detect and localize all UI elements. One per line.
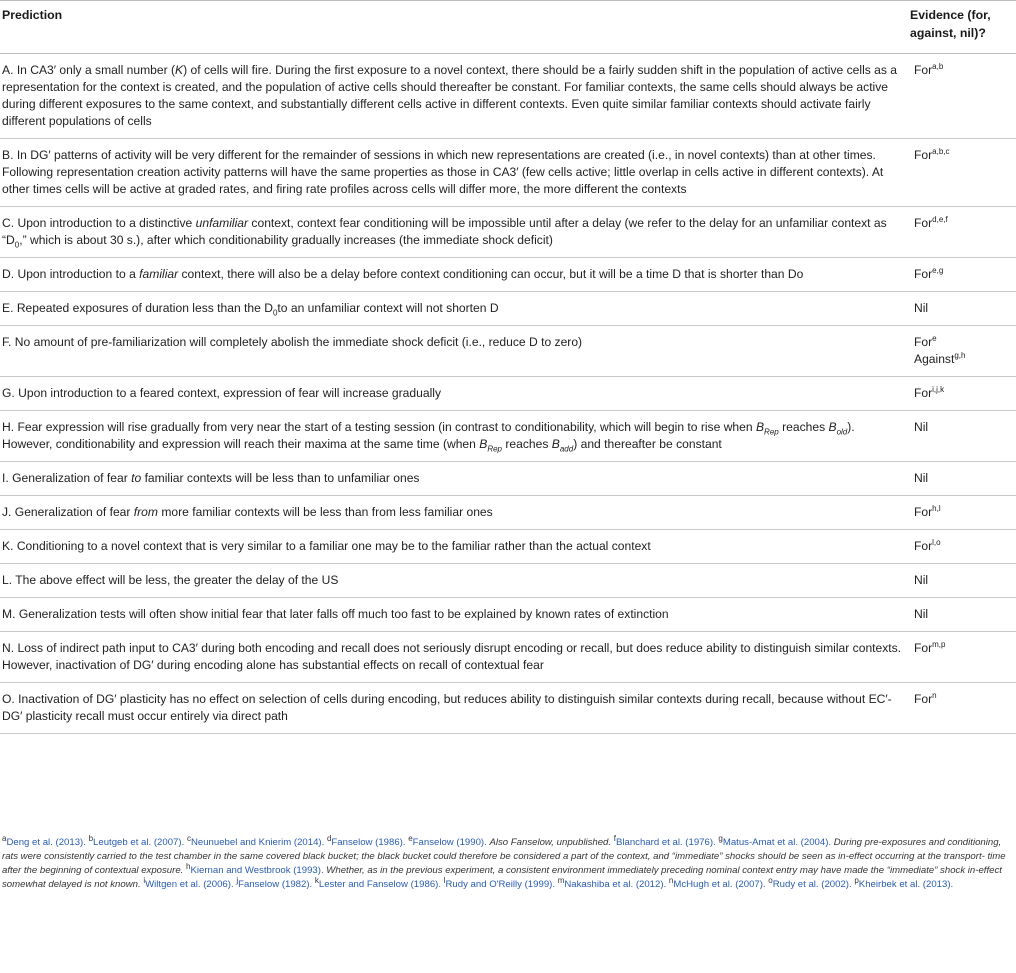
prediction-text: ) of cells will fire. During the first exposure to a novel context, there should be a fairly sudden shift in the population of active cells as a representation for the context is created, and the population of active cells should thereafter be constant. For familiar contexts, the same cells should always be active during different exposures to the same context, and substantially different cells active in different contexts. Even quite similar familiar contexts should activate fairly different populations of cells xyxy=(2,63,898,128)
prediction-text: Upon introduction to a xyxy=(17,267,140,281)
row-label: L. xyxy=(2,573,13,587)
prediction-text: familiar contexts will be less than to unfamiliar ones xyxy=(141,471,420,485)
prediction-text: In CA3′ only a small number ( xyxy=(16,63,176,77)
evidence-refs: n xyxy=(932,690,937,700)
prediction-cell xyxy=(0,598,908,632)
prediction-italic: familiar xyxy=(139,267,179,281)
citation-link[interactable]: Fanselow (1982). xyxy=(238,879,313,890)
citation-link[interactable]: McHugh et al. (2007). xyxy=(673,879,766,890)
row-label: B. xyxy=(2,148,14,162)
prediction-cell xyxy=(0,207,908,258)
prediction-italic: from xyxy=(133,505,158,519)
evidence-value: For xyxy=(914,539,933,553)
prediction-cell xyxy=(0,377,908,411)
footnote-mark: f xyxy=(613,833,616,843)
prediction-text: Generalization of fear xyxy=(12,471,132,485)
citation-link[interactable]: Matus-Amat et al. (2004). xyxy=(722,837,832,848)
citation-link[interactable]: Leutgeb et al. (2007). xyxy=(93,837,185,848)
row-label: O. xyxy=(2,692,15,706)
evidence-value: For xyxy=(914,505,933,519)
table-row-i xyxy=(0,462,1016,496)
row-label: N. xyxy=(2,641,15,655)
prediction-text: ) and thereafter be constant xyxy=(573,437,722,451)
row-label: A. xyxy=(2,63,14,77)
footnote-note: Whether, as in the previous experiment, a consistent environment immediately preceding nominal context entry may have made the “immediate” shock in-effect somewhat delayed is not known. xyxy=(2,865,1002,890)
evidence-refs: a,b xyxy=(932,61,944,71)
prediction-cell xyxy=(0,54,908,139)
evidence-cell xyxy=(908,326,1016,377)
subscript: Rep xyxy=(764,427,779,437)
prediction-text: In DG′ patterns of activity will be very different for the remainder of sessions in which new representations are created (i.e., in novel contexts) than at other times. Following representation creation activity patterns will have the same properties as those in CA3′ (few cells active; little overlap in cells active in different contexts). At other times cells will be active at graded rates, and firing rate profiles across cells will differ more, the more different the contexts xyxy=(2,148,884,196)
evidence-value: For xyxy=(914,641,933,655)
evidence-value: For xyxy=(914,335,933,349)
prediction-text: No amount of pre-familiarization will completely abolish the immediate shock deficit (i.e., reduce D to zero) xyxy=(14,335,583,349)
evidence-value: Nil xyxy=(914,420,929,434)
prediction-text: Repeated exposures of duration less than the D xyxy=(16,301,273,315)
prediction-italic: K xyxy=(175,63,184,77)
subscript: add xyxy=(559,444,574,454)
prediction-cell xyxy=(0,683,908,734)
footnote-mark: d xyxy=(326,833,332,843)
evidence-value: Nil xyxy=(914,471,929,485)
evidence-cell xyxy=(908,292,1016,326)
prediction-text: Generalization of fear xyxy=(14,505,134,519)
row-label: E. xyxy=(2,301,14,315)
row-label: J. xyxy=(2,505,12,519)
evidence-cell xyxy=(908,54,1016,139)
evidence-value: Nil xyxy=(914,573,929,587)
row-label: G. xyxy=(2,386,15,400)
footnote-mark: k xyxy=(314,875,319,885)
prediction-text: ,” which is about 30 s.), after which conditionability gradually increases (the immediate shock deficit) xyxy=(19,233,553,247)
variable: B xyxy=(755,420,765,434)
row-label: D. xyxy=(2,267,15,281)
evidence-value: Nil xyxy=(914,607,929,621)
evidence-cell xyxy=(908,411,1016,462)
prediction-text: Fear expression will rise gradually from very near the start of a testing session (in contrast to conditionability, which will begin to rise when xyxy=(17,420,756,434)
footnote-mark: b xyxy=(88,833,94,843)
evidence-value: For xyxy=(914,386,933,400)
citation-link[interactable]: Blanchard et al. (1976). xyxy=(615,837,716,848)
evidence-refs: m,p xyxy=(932,639,946,649)
prediction-cell xyxy=(0,258,908,292)
evidence-cell xyxy=(908,496,1016,530)
evidence-value: For xyxy=(914,216,933,230)
evidence-cell xyxy=(908,598,1016,632)
prediction-text: Generalization tests will often show initial fear that later falls off much too fast to be explained by known rates of extinction xyxy=(18,607,669,621)
table-footnotes xyxy=(2,833,1012,892)
prediction-text: to an unfamiliar context will not shorten D xyxy=(277,301,499,315)
evidence-refs: d,e,f xyxy=(932,214,948,224)
prediction-cell xyxy=(0,530,908,564)
footnote-mark: o xyxy=(768,875,773,885)
prediction-cell xyxy=(0,292,908,326)
table-row-j xyxy=(0,496,1016,530)
evidence-refs: h,l xyxy=(932,503,941,513)
citation-link[interactable]: Neunuebel and Knierim (2014). xyxy=(190,837,325,848)
footnote-mark: n xyxy=(668,875,674,885)
evidence-header-line2: against, nil)? xyxy=(910,26,986,40)
citation-link[interactable]: Deng et al. (2013). xyxy=(6,837,86,848)
row-label: C. xyxy=(2,216,15,230)
evidence-value: For xyxy=(914,63,933,77)
table-row-c xyxy=(0,207,1016,258)
prediction-text: The above effect will be less, the greater the delay of the US xyxy=(15,573,339,587)
table-row-o xyxy=(0,683,1016,734)
evidence-refs: g,h xyxy=(954,350,966,360)
citation-link[interactable]: Kiernan and Westbrook (1993). xyxy=(190,865,324,876)
prediction-cell xyxy=(0,139,908,207)
table-row-n xyxy=(0,632,1016,683)
evidence-cell xyxy=(908,139,1016,207)
footnote-note: Also Fanselow, unpublished. xyxy=(489,837,612,848)
table-row-h xyxy=(0,411,1016,462)
footnote-mark: m xyxy=(557,875,565,885)
evidence-value-against: Against xyxy=(914,352,955,366)
variable: B xyxy=(551,437,560,451)
footnote-note: During pre-exposures and conditioning, rats were consistently carried to the test chamber in the same covered black bucket; the black bucket could therefore be considered a part of the context, and “immediate” shocks should be seen as in-effect occurring at the transport- time after the beginning of contextual exposure. xyxy=(2,837,1006,876)
table-row-l xyxy=(0,564,1016,598)
evidence-cell xyxy=(908,462,1016,496)
evidence-cell xyxy=(908,564,1016,598)
citation-link[interactable]: Fanselow (1990). xyxy=(412,837,487,848)
prediction-text: context, there will also be a delay before context conditioning can occur, but it will be a time D that is shorter than Do xyxy=(178,267,804,281)
prediction-text: reaches xyxy=(778,420,829,434)
prediction-text: Loss of indirect path input to CA3′ during both encoding and recall does not seriously disrupt encoding or recall, but does reduce ability to distinguish similar contexts. However, inactivation of DG′ during encoding alone has substantial effects on recall of contextual fear xyxy=(2,641,902,672)
evidence-cell xyxy=(908,377,1016,411)
footnote-mark: a xyxy=(2,833,7,843)
footnote-mark: h xyxy=(186,861,191,871)
prediction-italic: to xyxy=(131,471,142,485)
citation-link[interactable]: Rudy and O'Reilly (1999). xyxy=(445,879,556,890)
evidence-refs: l,o xyxy=(932,537,941,547)
table-row-m xyxy=(0,598,1016,632)
prediction-cell xyxy=(0,496,908,530)
prediction-text: more familiar contexts will be less than from less familiar ones xyxy=(157,505,493,519)
table-row-b xyxy=(0,139,1016,207)
prediction-cell xyxy=(0,632,908,683)
citation-link[interactable]: Kheirbek et al. (2013). xyxy=(858,879,954,890)
evidence-cell xyxy=(908,530,1016,564)
table-row-d xyxy=(0,258,1016,292)
evidence-refs: a,b,c xyxy=(932,146,950,156)
prediction-text: reaches xyxy=(502,437,552,451)
prediction-column-header xyxy=(0,1,908,54)
citation-link[interactable]: Wiltgen et al. (2006). xyxy=(145,879,234,890)
prediction-header-text: Prediction xyxy=(2,8,63,22)
prediction-text: context, context fear conditioning will be impossible until after a delay (we refer to the delay for an unfamiliar context as “D xyxy=(2,216,887,247)
evidence-cell xyxy=(908,207,1016,258)
variable: B xyxy=(828,420,837,434)
subscript: old xyxy=(836,427,848,437)
evidence-cell xyxy=(908,683,1016,734)
prediction-cell xyxy=(0,326,908,377)
evidence-value: For xyxy=(914,148,933,162)
evidence-cell xyxy=(908,632,1016,683)
evidence-value: For xyxy=(914,692,933,706)
prediction-text: ). However, conditionability and expression will reach their maxima at the same time (when xyxy=(2,420,855,451)
row-label: H. xyxy=(2,420,15,434)
variable: B xyxy=(479,437,488,451)
subscript: Rep xyxy=(487,444,503,454)
citation-link[interactable]: Nakashiba et al. (2012). xyxy=(564,879,667,890)
evidence-refs: e,g xyxy=(932,265,944,275)
table-row-k xyxy=(0,530,1016,564)
prediction-text: Inactivation of DG′ plasticity has no effect on selection of cells during encoding, but reduces ability to distinguish similar contexts during recall, because without EC′-DG′ plasticity recall must occur entirely via direct path xyxy=(2,692,892,723)
citation-link[interactable]: Lester and Fanselow (1986). xyxy=(318,879,442,890)
citation-link[interactable]: Fanselow (1986). xyxy=(331,837,406,848)
footnote-mark: p xyxy=(854,875,859,885)
table-row-a xyxy=(0,54,1016,139)
row-label: F. xyxy=(2,335,12,349)
footnote-mark: i xyxy=(143,875,146,885)
evidence-cell xyxy=(908,258,1016,292)
evidence-header-line1: Evidence (for, xyxy=(910,8,991,22)
prediction-cell xyxy=(0,462,908,496)
table-row-g xyxy=(0,377,1016,411)
evidence-refs: i,j,k xyxy=(932,384,945,394)
prediction-text: Conditioning to a novel context that is very similar to a familiar one may be to the familiar rather than the actual context xyxy=(16,539,651,553)
row-label: I. xyxy=(2,471,9,485)
footnote-mark: c xyxy=(186,833,191,843)
prediction-text: Upon introduction to a distinctive xyxy=(17,216,196,230)
evidence-refs: e xyxy=(932,333,937,343)
evidence-value: For xyxy=(914,267,933,281)
evidence-column-header xyxy=(908,1,1016,54)
table-row-f xyxy=(0,326,1016,377)
subscript: 0 xyxy=(272,308,278,318)
table-header-row xyxy=(0,1,1016,54)
footnote-mark: e xyxy=(408,833,413,843)
prediction-text: Upon introduction to a feared context, expression of fear will increase gradually xyxy=(18,386,442,400)
evidence-value: Nil xyxy=(914,301,929,315)
row-label: K. xyxy=(2,539,14,553)
footnote-mark: j xyxy=(236,875,239,885)
subscript: 0 xyxy=(14,240,20,250)
footnote-mark: g xyxy=(718,833,723,843)
table-row-e xyxy=(0,292,1016,326)
prediction-cell xyxy=(0,411,908,462)
citation-link[interactable]: Rudy et al. (2002). xyxy=(772,879,852,890)
prediction-italic: unfamiliar xyxy=(195,216,249,230)
prediction-cell xyxy=(0,564,908,598)
row-label: M. xyxy=(2,607,16,621)
footnote-mark: l xyxy=(443,875,446,885)
